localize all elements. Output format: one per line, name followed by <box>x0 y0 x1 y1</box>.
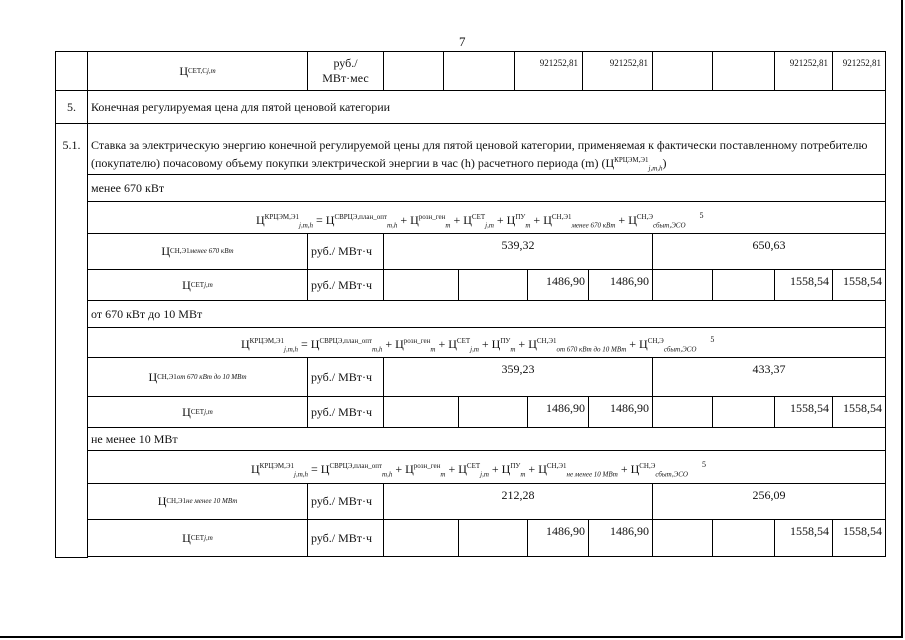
formula-less-670: $Ц^{КРЦЭМ,Э1}_{j,m,h} = Ц^{СВРЦЭ,план\_опт}_{m,h} + Ц^{розн\_ген}_m + Ц^{СЕТ}_{j,m} + Ц^{ПУ}_m + Ц^{СН,Э1}_{менее 670 кВт} + Ц^{СН,Э}_{сбыт,ЭСО}^5$ <box>256 211 704 230</box>
symbol-cn-e1-670-10: Ц СН,Э1 от 670 кВт до 10 МВт <box>87 357 308 397</box>
empty-cell <box>712 396 775 428</box>
value-cell: 1486,90 <box>527 519 589 557</box>
empty-cell <box>652 519 713 557</box>
value-cell: 1558,54 <box>774 396 833 428</box>
row-index-empty <box>55 51 88 91</box>
value-cell: 1486,90 <box>588 396 653 428</box>
section-title: Конечная регулируемая цена для пятой ценовой категории <box>87 90 886 124</box>
unit-rub-mwh: руб./ МВт·ч <box>307 269 384 301</box>
value-merged: 359,23 <box>383 357 653 397</box>
subsection-text: Ставка за электрическую энергию конечной регулируемой цены для пятой ценовой категории, применяемая к фактически поставленному потребителю (покупателю) почасовому объему покупки электрической энергии в час (h) расчетного периода (m) $(Ц^{КРЦЭМ,Э1}_{j,m,h})$ <box>87 123 886 175</box>
empty-cell <box>458 269 528 301</box>
symbol-cn-e1-not-less-10: Ц СН,Э1 не менее 10 МВт <box>87 483 308 520</box>
empty-cell <box>652 269 713 301</box>
value-cell: 921252,81 <box>832 51 886 91</box>
empty-cell <box>712 269 775 301</box>
empty-cell <box>383 51 444 91</box>
empty-cell <box>652 396 713 428</box>
group-label-670-10: от 670 кВт до 10 МВт <box>87 300 886 328</box>
symbol-cset: Ц СЕТ j,m <box>87 269 308 301</box>
value-cell: 1486,90 <box>588 519 653 557</box>
value-cell: 1486,90 <box>527 269 589 301</box>
group-label-not-less-10: не менее 10 МВт <box>87 427 886 451</box>
formula-670-10: $Ц^{КРЦЭМ,Э1}_{j,m,h} = Ц^{СВРЦЭ,план\_опт}_{m,h} + Ц^{розн\_ген}_m + Ц^{СЕТ}_{j,m} + Ц^{ПУ}_m + Ц^{СН,Э1}_{от 670 кВт до 10 МВт} + Ц^{СН,Э}_{сбыт,ЭСО}^5$ <box>241 335 715 354</box>
formula-row <box>87 201 886 234</box>
unit-rub-mw-month <box>307 51 384 91</box>
value-cell: 1558,54 <box>832 269 886 301</box>
formula-row <box>87 450 886 484</box>
empty-cell <box>458 396 528 428</box>
formula-not-less-10: $Ц^{КРЦЭМ,Э1}_{j,m,h} = Ц^{СВРЦЭ,план\_опт}_{m,h} + Ц^{розн\_ген}_m + Ц^{СЕТ}_{j,m} + Ц^{ПУ}_m + Ц^{СН,Э1}_{не менее 10 МВт} + Ц^{СН,Э}_{сбыт,ЭСО}^5$ <box>251 460 706 479</box>
empty-cell <box>458 519 528 557</box>
value-merged: 433,37 <box>652 357 886 397</box>
subsection-number: 5.1. <box>55 123 88 558</box>
value-merged: 650,63 <box>652 233 886 270</box>
empty-cell <box>443 51 515 91</box>
value-cell: 921252,81 <box>514 51 583 91</box>
empty-cell <box>383 519 459 557</box>
empty-cell <box>712 519 775 557</box>
group-label-less-670: менее 670 кВт <box>87 174 886 202</box>
value-merged: 539,32 <box>383 233 653 270</box>
unit-rub-mwh: руб./ МВт·ч <box>307 519 384 557</box>
empty-cell <box>712 51 775 91</box>
unit-rub-mwh: руб./ МВт·ч <box>307 357 384 397</box>
empty-cell <box>383 396 459 428</box>
unit-line-2: МВт·мес <box>322 71 369 85</box>
value-cell: 1486,90 <box>588 269 653 301</box>
unit-line-1: руб./ <box>333 56 358 70</box>
empty-cell <box>652 51 713 91</box>
value-cell: 1558,54 <box>774 519 833 557</box>
value-merged: 212,28 <box>383 483 653 520</box>
unit-rub-mwh: руб./ МВт·ч <box>307 233 384 270</box>
unit-rub-mwh: руб./ МВт·ч <box>307 483 384 520</box>
symbol-cset: Ц СЕТ j,m <box>87 519 308 557</box>
page-number: 7 <box>459 34 466 49</box>
value-cell: 921252,81 <box>774 51 833 91</box>
value-cell: 1486,90 <box>527 396 589 428</box>
value-cell: 1558,54 <box>832 396 886 428</box>
symbol-cset-c: Ц СЕТ,С j,m <box>87 51 308 91</box>
value-cell: 1558,54 <box>832 519 886 557</box>
section-number: 5. <box>55 90 88 124</box>
symbol-cset: Ц СЕТ j,m <box>87 396 308 428</box>
subsection-text-body: Ставка за электрическую энергию конечной регулируемой цены для пятой ценовой категории, применяемая к фактически поставленному потребителю (покупателю) почасовому объему покупки электрической энергии в час (h) расчетного периода (m) <box>91 138 868 170</box>
value-cell: 1558,54 <box>774 269 833 301</box>
formula-row <box>87 327 886 358</box>
empty-cell <box>383 269 459 301</box>
value-merged: 256,09 <box>652 483 886 520</box>
symbol-cn-e1-less-670: Ц СН,Э1 менее 670 кВт <box>87 233 308 270</box>
value-cell: 921252,81 <box>582 51 653 91</box>
unit-rub-mwh: руб./ МВт·ч <box>307 396 384 428</box>
